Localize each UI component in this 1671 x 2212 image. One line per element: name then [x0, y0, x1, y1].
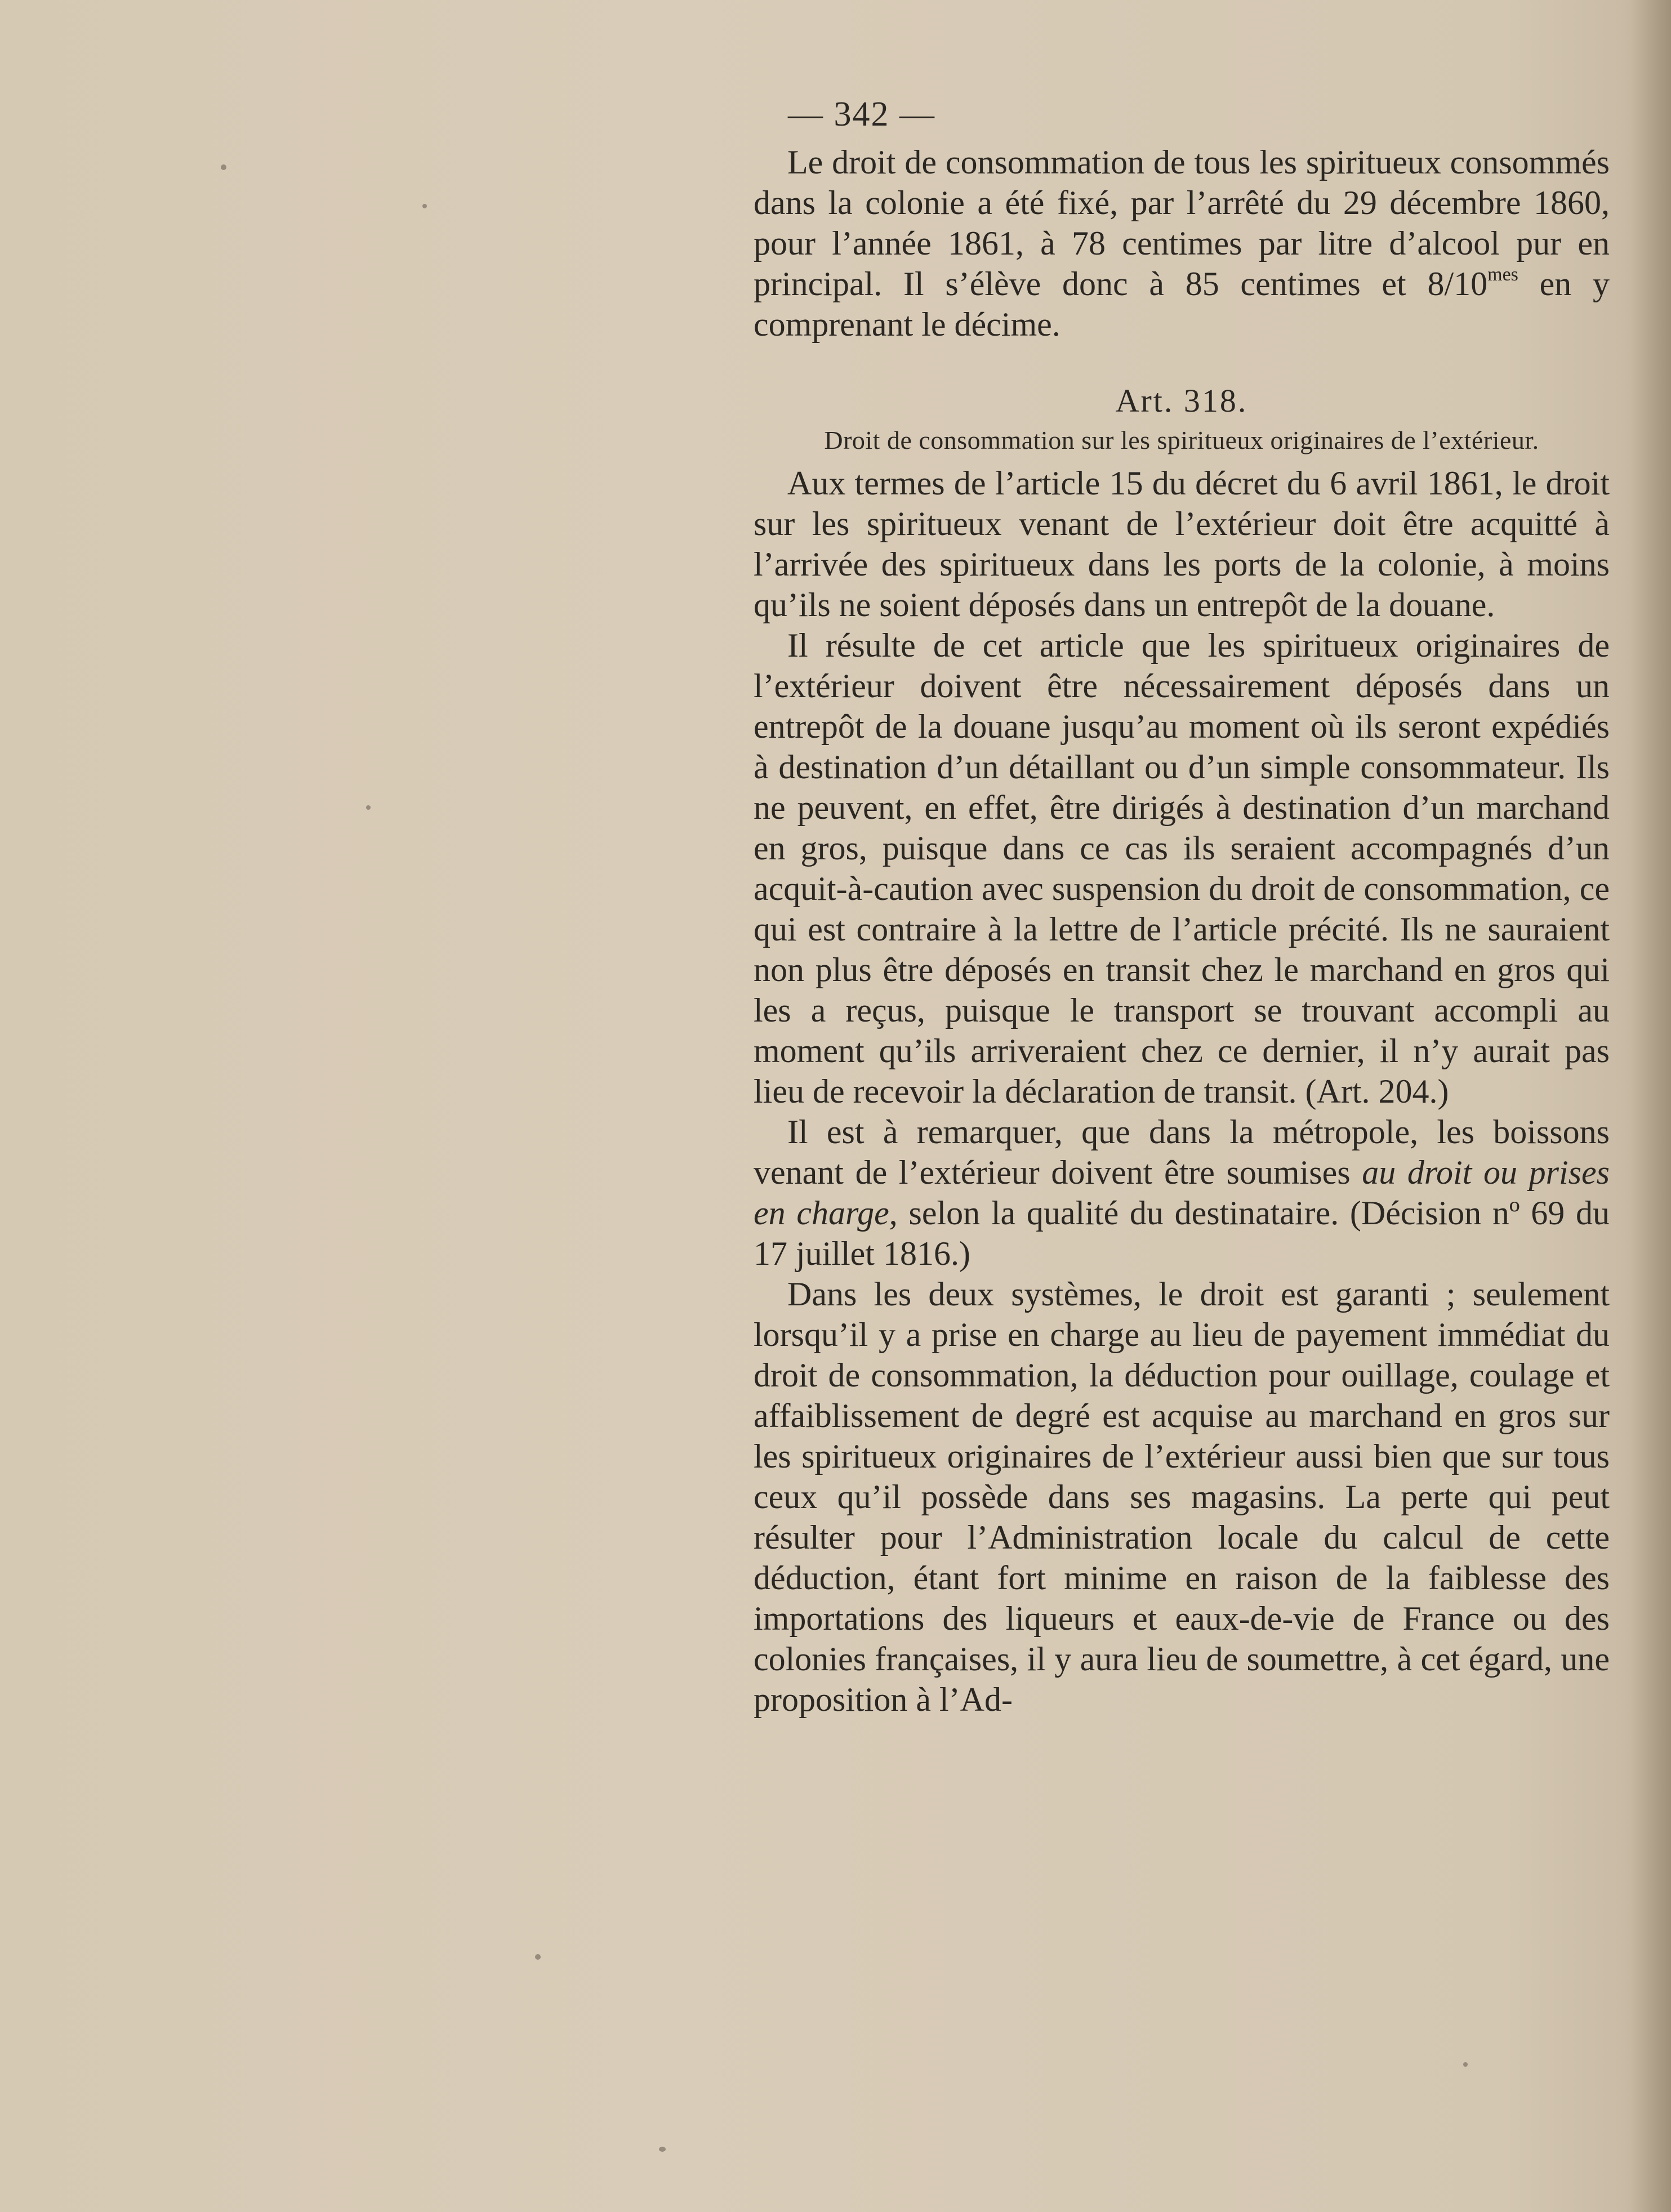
paragraph-text: en y comprenant le décime. — [754, 265, 1610, 343]
paragraph-article-15: Aux termes de l’article 15 du décret du 6 avril 1861, le droit sur les spiritueux venant de l’extérieur doit être acquitté à l’arrivée des spiritueux dans les ports de la colonie, à moins qu’ils ne soient déposés dans un entrepôt de la douane. — [754, 465, 1610, 623]
superscript: mes — [1487, 264, 1518, 285]
paper-speck — [422, 204, 427, 208]
paragraph-text: Il est à remarquer, que dans la métropole, les boissons venant de l’extérieur doivent être soumises — [754, 1113, 1610, 1191]
body-text — [754, 142, 1610, 1720]
article-subtitle: Droit de consommation sur les spiritueux originaires de l’extérieur. — [824, 426, 1539, 454]
paragraph-metropole — [754, 1112, 1610, 1274]
paragraph-text: Le droit de consommation de tous les spiritueux consommés dans la colonie a été fixé, par l’arrêté du 29 décembre 1860, pour l’année 1861, à 78 centimes par litre d’alcool pur en principal. Il s’élève donc à 85 centimes et 8/10 — [754, 144, 1610, 302]
paragraph-text: , selon la qualité du destinataire. (Décision nº 69 du 17 juillet 1816.) — [754, 1194, 1610, 1272]
page-number: — 342 — — [788, 95, 935, 133]
article-heading: Art. 318. — [1115, 382, 1248, 419]
paragraph-two-systems: Dans les deux systèmes, le droit est garanti ; seulement lorsqu’il y a prise en charge au lieu de payement immédiat du droit de consommation, la déduction pour ouillage, coulage et affaiblissement de degré est acquise au marchand en gros sur les spiritueux originaires de l’extérieur aussi bien que sur tous ceux qu’il possède dans ses magasins. La perte qui peut résulter pour l’Administration locale du calcul de cette déduction, étant fort minime en raison de la faiblesse des importations des liqueurs et eaux-de-vie de France ou des colonies françaises, il y aura lieu de soumettre, à cet égard, une proposition à l’Ad- — [754, 1276, 1610, 1718]
paper-speck — [221, 164, 226, 170]
paper-speck — [1463, 2062, 1468, 2067]
paragraph-entrepot: Il résulte de cet article que les spiritueux originaires de l’extérieur doivent être nécessairement déposés dans un entrepôt de la douane jusqu’au moment où ils seront expédiés à destination d’un détaillant ou d’un simple consommateur. Ils ne peuvent, en effet, être dirigés à destination d’un marchand en gros, puisque dans ce cas ils seraient accompagnés d’un acquit-à-caution avec suspension du droit de consommation, ce qui est contraire à la lettre de l’article précité. Ils ne sauraient non plus être déposés en transit chez le marchand en gros qui les a reçus, puisque le transport se trouvant accompli au moment qu’ils arriveraient chez ce dernier, il n’y aurait pas lieu de recevoir la déclaration de transit. (Art. 204.) — [754, 627, 1610, 1110]
paper-speck — [535, 1954, 541, 1960]
italic-text: au droit ou prises en charge — [754, 1154, 1610, 1232]
paragraph-consumption-duty — [754, 142, 1610, 345]
paper-speck — [366, 805, 371, 810]
paper-speck — [659, 2147, 666, 2152]
page-edge-shadow — [1632, 0, 1671, 2212]
